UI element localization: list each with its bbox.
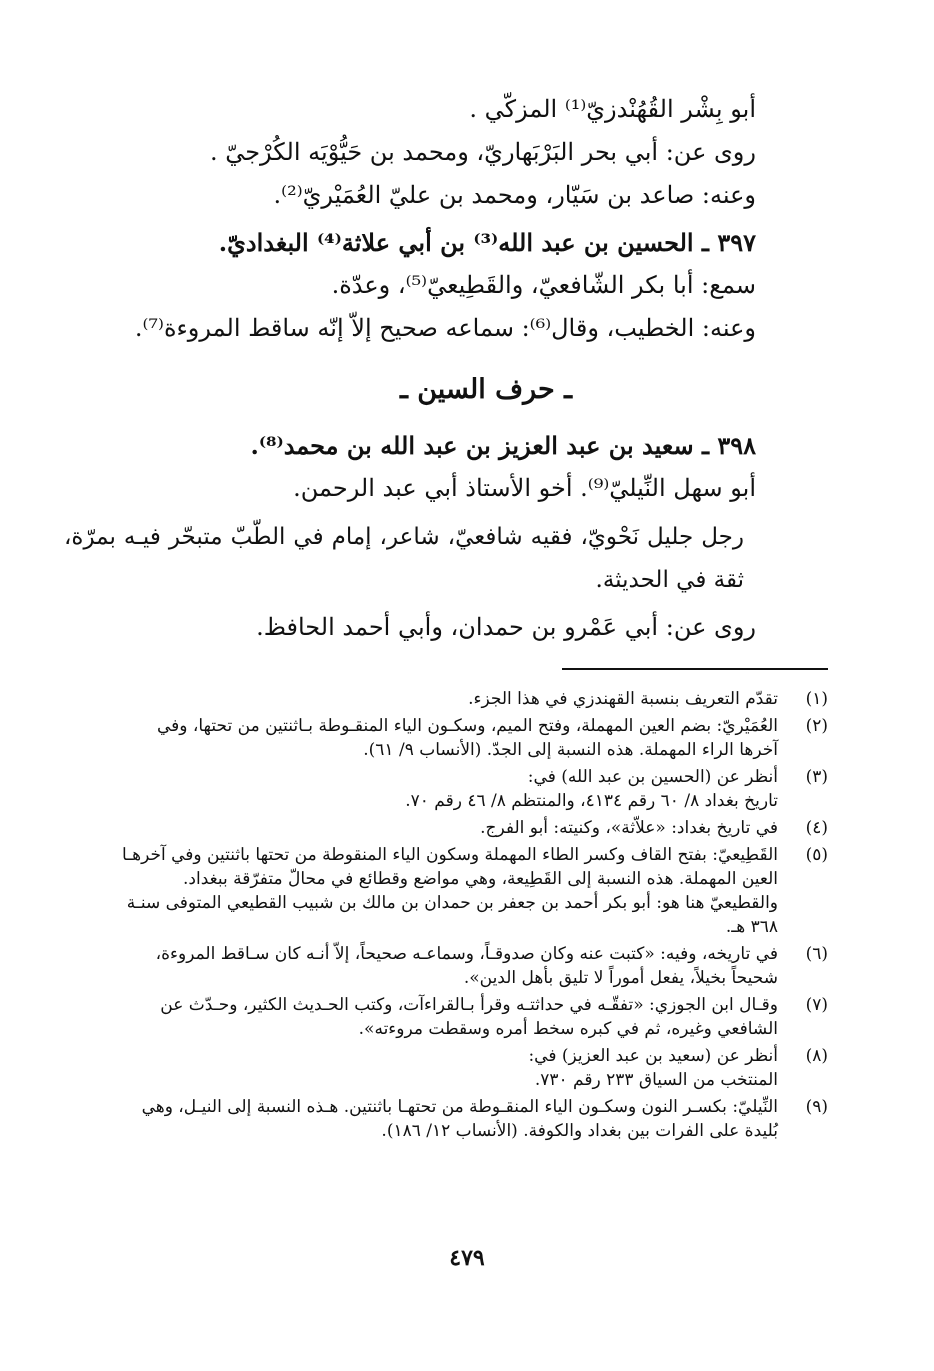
footnote: [112, 765, 828, 813]
footnote-line: المنتخب من السياق ٢٣٣ رقم ٧٣٠.: [534, 1070, 778, 1090]
footnote: [112, 816, 828, 840]
footnote: [112, 1044, 828, 1092]
footnote: [112, 942, 828, 990]
text-line: أبو بِشْر القُهُنْدزيّ⁽¹⁾ المزكّي .: [469, 95, 756, 123]
footnote-number: (٧): [805, 995, 828, 1015]
footnote-line: بُليدة على الفرات بين بغداد والكوفة. (الأنساب ١٢/ ١٨٦).: [381, 1121, 778, 1141]
footnote-number: (٨): [805, 1046, 828, 1066]
entry-heading: ٣٩٨ ـ سعيد بن عبد العزيز بن عبد الله بن محمد⁽⁸⁾.: [250, 431, 756, 460]
footnote-separator: [562, 668, 828, 670]
footnote-line: ٣٦٨ هـ.: [725, 917, 778, 937]
footnote: [112, 993, 828, 1041]
footnote-line: أنظر عن (الحسين بن عبد الله) في:: [527, 767, 778, 787]
footnote-line: الشافعي وغيره، ثم في كبره سخط أمره وسقطت مروءته».: [358, 1019, 778, 1039]
footnote-line: أنظر عن (سعيد بن عبد العزيز) في:: [528, 1046, 778, 1066]
section-heading: ـ حرف السين ـ: [399, 374, 573, 405]
footnote: [112, 687, 828, 711]
footnote-line: القَطِيعيّ: بفتح القاف وكسر الطاء المهملة وسكون الياء المنقوطة من تحتها باثنتين وفي آخرهـا: [122, 845, 778, 865]
main-text: [64, 88, 756, 649]
footnote-line: وقـال ابن الجوزي: «تفقّـه في حداثتـه وقرأ بـالقراءآت، وكتب الحـديث الكثير، وحـدّث عن: [160, 995, 778, 1015]
text-line: وعنه: الخطيب، وقال⁽⁶⁾: سماعه صحيح إلاّ إنّه ساقط المروءة⁽⁷⁾.: [134, 314, 756, 342]
footnote-number: (٥): [805, 845, 828, 865]
footnote-line: والقطيعيّ هنا هو: أبو بكر أحمد بن جعفر بن حمدان بن مالك بن شبيب القطيعي المتوفى سنـة: [126, 893, 778, 913]
text-line: وعنه: صاعد بن سَيّار، ومحمد بن عليّ العُمَيْريّ⁽²⁾.: [273, 181, 756, 209]
footnote: [112, 843, 828, 939]
text-line: سمع: أبا بكر الشّافعيّ، والقَطِيعيّ⁽⁵⁾، وعدّة.: [331, 271, 756, 299]
footnote-number: (٣): [805, 767, 828, 787]
footnote-line: العُمَيْريّ: بضم العين المهملة، وفتح الميم، وسكـون الياء المنقـوطة بـاثنتين من تحتها، وفي: [156, 716, 778, 736]
text-line: روى عن: أبي عَمْرو بن حمدان، وأبي أحمد الحافظ.: [256, 613, 756, 641]
footnote: [112, 714, 828, 762]
footnote: [112, 1095, 828, 1143]
footnotes: [112, 687, 828, 1146]
footnote-number: (١): [805, 689, 828, 709]
footnote-line: النِّيليّ: بكسـر النون وسكـون الياء المنقـوطة من تحتهـا باثنتين. هـذه النسبة إلى النيـل، وهي: [141, 1097, 778, 1117]
footnote-line: شحيحاً بخيلاً، يفعل أموراً لا تليق بأهل الدين».: [463, 968, 778, 988]
footnote-line: العين المهملة. هذه النسبة إلى القَطِيعة، وهي مواضع وقطائع في محالّ متفرّقة ببغداد.: [183, 869, 778, 889]
entry-heading: ٣٩٧ ـ الحسين بن عبد الله⁽³⁾ بن أبي علاثة⁽⁴⁾ البغداديّ.: [218, 228, 756, 257]
text-line: روى عن: أبي بحر البَرْبَهاريّ، ومحمد بن حَيُّوْيَه الكُرْجيّ .: [209, 138, 756, 166]
footnote-line: في تاريخه، وفيه: «كتبت عنه وكان صدوقـاً، وسماعـه صحيحاً، إلاّ أنـه كان سـاقط المروءة،: [155, 944, 778, 964]
page-number: ٤٧٩: [449, 1245, 485, 1271]
footnote-number: (٩): [805, 1097, 828, 1117]
footnote-line: تاريخ بغداد ٨/ ٦٠ رقم ٤١٣٤، والمنتظم ٨/ ٤٦ رقم ٧٠.: [405, 791, 778, 811]
footnote-line: آخرها الراء المهملة. هذه النسبة إلى الجدّ. (الأنساب ٩/ ٦١).: [363, 740, 778, 760]
text-line: أبو سهل النِّيليّ⁽⁹⁾. أخو الأستاذ أبي عبد الرحمن.: [293, 474, 756, 502]
footnote-number: (٦): [805, 944, 828, 964]
footnote-line: تقدّم التعريف بنسبة القهندزي في هذا الجزء.: [468, 689, 778, 709]
footnote-number: (٢): [805, 716, 828, 736]
footnote-line: في تاريخ بغداد: «علاّثة»، وكنيته: أبو الفرج.: [480, 818, 778, 838]
text-paragraph: رجل جليل نَحْويّ، فقيه شافعيّ، شاعر، إمام في الطّبّ متبحّر فيـه بمرّة، ثقة في الحديثة.: [64, 524, 744, 593]
footnote-number: (٤): [805, 818, 828, 838]
